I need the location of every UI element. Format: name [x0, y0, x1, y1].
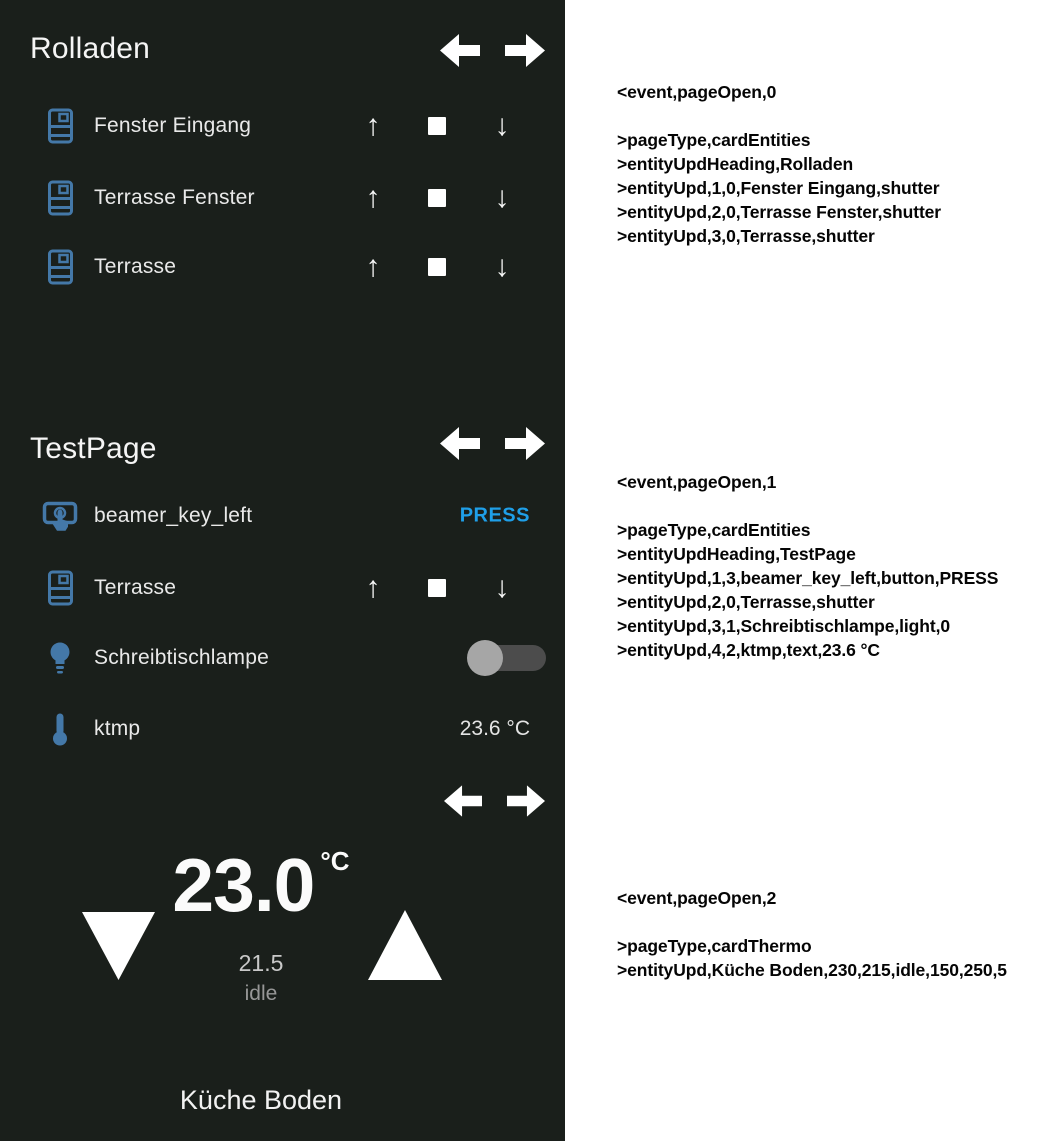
page-title-rolladen: Rolladen: [30, 32, 151, 65]
shutter-stop-button[interactable]: [415, 573, 459, 603]
shutter-down-button[interactable]: ↓: [494, 250, 510, 283]
entity-row-text: [28, 705, 545, 753]
entity-label: Fenster Eingang: [94, 114, 252, 137]
press-button[interactable]: PRESS: [459, 504, 530, 527]
page-nav: [440, 427, 545, 460]
log-line: >pageType,cardEntities: [617, 520, 811, 540]
stop-square-icon: [428, 258, 446, 276]
shutter-down-button[interactable]: ↓: [494, 181, 510, 214]
hvac-state: idle: [244, 982, 278, 1005]
entity-row-shutter: [28, 564, 545, 612]
shutter-stop-button[interactable]: [415, 252, 459, 282]
shutter-down-button[interactable]: ↓: [494, 109, 510, 142]
nav-right-icon[interactable]: [505, 34, 545, 67]
log-line: >entityUpd,1,3,beamer_key_left,button,PRESS: [617, 568, 999, 588]
log-line: <event,pageOpen,1: [617, 472, 777, 492]
entity-row-shutter: [28, 174, 545, 222]
page-nav: [440, 34, 545, 67]
target-temperature: 21.5: [238, 950, 284, 976]
entity-label: Schreibtischlampe: [94, 646, 269, 669]
shutter-stop-button[interactable]: [415, 183, 459, 213]
gesture-tap-button-icon: [42, 499, 78, 533]
shutter-icon: [42, 570, 78, 607]
log-line: >entityUpd,3,0,Terrasse,shutter: [617, 226, 875, 246]
protocol-block-page-1: [617, 470, 998, 662]
log-line: >entityUpd,2,0,Terrasse,shutter: [617, 592, 875, 612]
log-line: <event,pageOpen,0: [617, 82, 777, 102]
entity-label: Terrasse: [94, 255, 177, 278]
entity-row-button: [28, 492, 545, 540]
entity-row-shutter: [28, 243, 545, 291]
shutter-icon: [42, 108, 78, 145]
current-temperature: [0, 843, 522, 927]
toggle-knob: [467, 640, 503, 676]
shutter-up-button[interactable]: ↑: [365, 571, 381, 604]
card-testpage: [0, 410, 565, 760]
stop-square-icon: [428, 117, 446, 135]
protocol-block-page-2: [617, 886, 1007, 982]
thermometer-icon: [42, 712, 78, 747]
log-line: <event,pageOpen,2: [617, 888, 777, 908]
shutter-up-button[interactable]: ↑: [365, 250, 381, 283]
shutter-down-button[interactable]: ↓: [494, 571, 510, 604]
log-line: [617, 910, 1007, 934]
current-temperature-value: 23.0: [172, 843, 315, 927]
log-line: >entityUpd,3,1,Schreibtischlampe,light,0: [617, 616, 950, 636]
log-line: >pageType,cardThermo: [617, 936, 812, 956]
shutter-up-button[interactable]: ↑: [365, 181, 381, 214]
entity-row-light: [28, 634, 545, 682]
log-line: [617, 494, 998, 518]
thermostat-name: Küche Boden: [179, 1085, 343, 1115]
entity-label: Terrasse: [94, 576, 177, 599]
log-line: >entityUpd,Küche Boden,230,215,idle,150,250,5: [617, 960, 1007, 980]
entity-row-shutter: [28, 102, 545, 150]
page-title-testpage: TestPage: [30, 432, 157, 465]
page-nav: [444, 785, 545, 817]
log-line: >entityUpd,4,2,ktmp,text,23.6 °C: [617, 640, 880, 660]
stop-square-icon: [428, 189, 446, 207]
log-line: >entityUpd,1,0,Fenster Eingang,shutter: [617, 178, 940, 198]
log-line: [617, 104, 941, 128]
nav-right-icon[interactable]: [507, 785, 545, 817]
card-thermo: [0, 760, 565, 1141]
shutter-icon: [42, 180, 78, 217]
temperature-unit: °C: [320, 846, 350, 876]
log-line: >entityUpdHeading,Rolladen: [617, 154, 854, 174]
card-rolladen: [0, 0, 565, 410]
shutter-stop-button[interactable]: [415, 111, 459, 141]
entity-label: Terrasse Fenster: [94, 186, 255, 209]
log-line: >entityUpd,2,0,Terrasse Fenster,shutter: [617, 202, 942, 222]
entity-label: beamer_key_left: [94, 504, 253, 527]
shutter-icon: [42, 249, 78, 286]
nav-right-icon[interactable]: [505, 427, 545, 460]
entity-value: 23.6 °C: [459, 717, 530, 740]
nav-left-icon[interactable]: [440, 34, 480, 67]
light-toggle[interactable]: [470, 644, 546, 672]
stop-square-icon: [428, 579, 446, 597]
entity-label: ktmp: [94, 717, 141, 740]
nav-left-icon[interactable]: [444, 785, 482, 817]
protocol-block-page-0: [617, 80, 941, 248]
nav-left-icon[interactable]: [440, 427, 480, 460]
log-line: >pageType,cardEntities: [617, 130, 811, 150]
lightbulb-icon: [42, 641, 78, 675]
shutter-up-button[interactable]: ↑: [365, 109, 381, 142]
log-line: >entityUpdHeading,TestPage: [617, 544, 856, 564]
